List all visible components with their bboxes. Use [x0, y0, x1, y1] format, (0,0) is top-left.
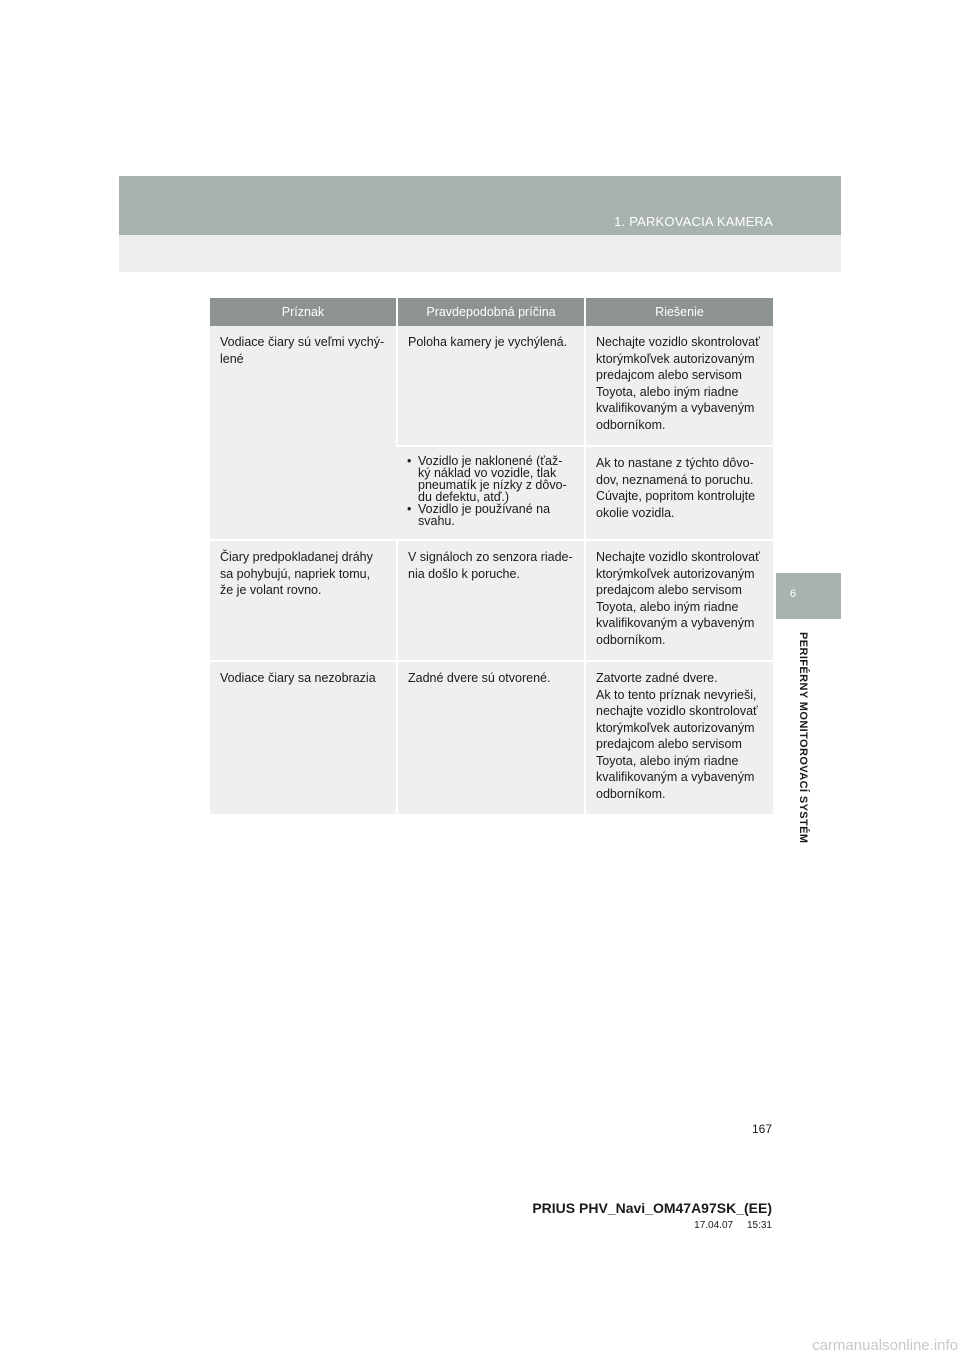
chapter-label: PERIFÉRNY MONITOROVACÍ SYSTÉM — [797, 632, 809, 844]
cause-cell: V signáloch zo senzora riade- nia došlo k poruche. — [397, 540, 585, 661]
cause-cell — [397, 446, 585, 540]
header-subband — [119, 235, 841, 272]
cause-bullet-list — [407, 455, 574, 527]
bullet-icon: • — [407, 454, 412, 468]
table-row — [210, 326, 773, 446]
solution-cell: Nechajte vozidlo skontrolovať ktorýmkoľvek autorizovaným predajcom alebo servisom Toyota, alebo iným riadne kvalifikovaným a vybaveným odborníkom. — [585, 540, 773, 661]
page-number: 167 — [751, 1122, 772, 1136]
bullet-item: • Vozidlo je naklonené (ťaž- ký náklad vo vozidle, tlak pneumatík je nízky z dôvo- du defektu, atď.) — [407, 454, 567, 504]
col-header-cause: Pravdepodobná príčina — [397, 298, 585, 326]
solution-cell: Nechajte vozidlo skontrolovať ktorýmkoľvek autorizovaným predajcom alebo servisom Toyota, alebo iným riadne kvalifikovaným a vybaveným odborníkom. — [585, 326, 773, 446]
symptom-cell: Čiary predpokladanej dráhy sa pohybujú, napriek tomu, že je volant rovno. — [210, 540, 397, 661]
chapter-number: 6 — [790, 588, 797, 600]
solution-cell: Zatvorte zadné dvere. Ak to tento príznak nevyrieši, nechajte vozidlo skontrolovať ktorýmkoľvek autorizovaným predajcom alebo servisom Toyota, alebo iným riadne kvalifikovaným a vybaveným odborníkom. — [585, 661, 773, 815]
cause-cell: Zadné dvere sú otvorené. — [397, 661, 585, 815]
cause-cell: Poloha kamery je vychýlená. — [397, 326, 585, 446]
watermark-link[interactable]: carmanualsonline.info — [812, 1337, 958, 1354]
bullet-icon: • — [407, 502, 412, 516]
col-header-solution: Riešenie — [585, 298, 773, 326]
table-header-row — [210, 298, 773, 326]
section-title: 1. PARKOVACIA KAMERA — [614, 214, 773, 229]
document-timestamp: 17.04.07 15:31 — [694, 1220, 772, 1231]
table-row — [210, 540, 773, 661]
chapter-tab — [776, 573, 841, 619]
solution-cell: Ak to nastane z týchto dôvo- dov, neznamená to poruchu. Cúvajte, popritom kontrolujte okolie vozidla. — [585, 446, 773, 540]
symptom-cell: Vodiace čiary sú veľmi vychý- lené — [210, 326, 397, 540]
col-header-symptom: Príznak — [210, 298, 397, 326]
bullet-item: • Vozidlo je používané na svahu. — [407, 502, 551, 528]
symptom-cell: Vodiace čiary sa nezobrazia — [210, 661, 397, 815]
table-row — [210, 661, 773, 815]
troubleshooting-table — [210, 298, 773, 816]
document-id: PRIUS PHV_Navi_OM47A97SK_(EE) — [532, 1200, 772, 1216]
